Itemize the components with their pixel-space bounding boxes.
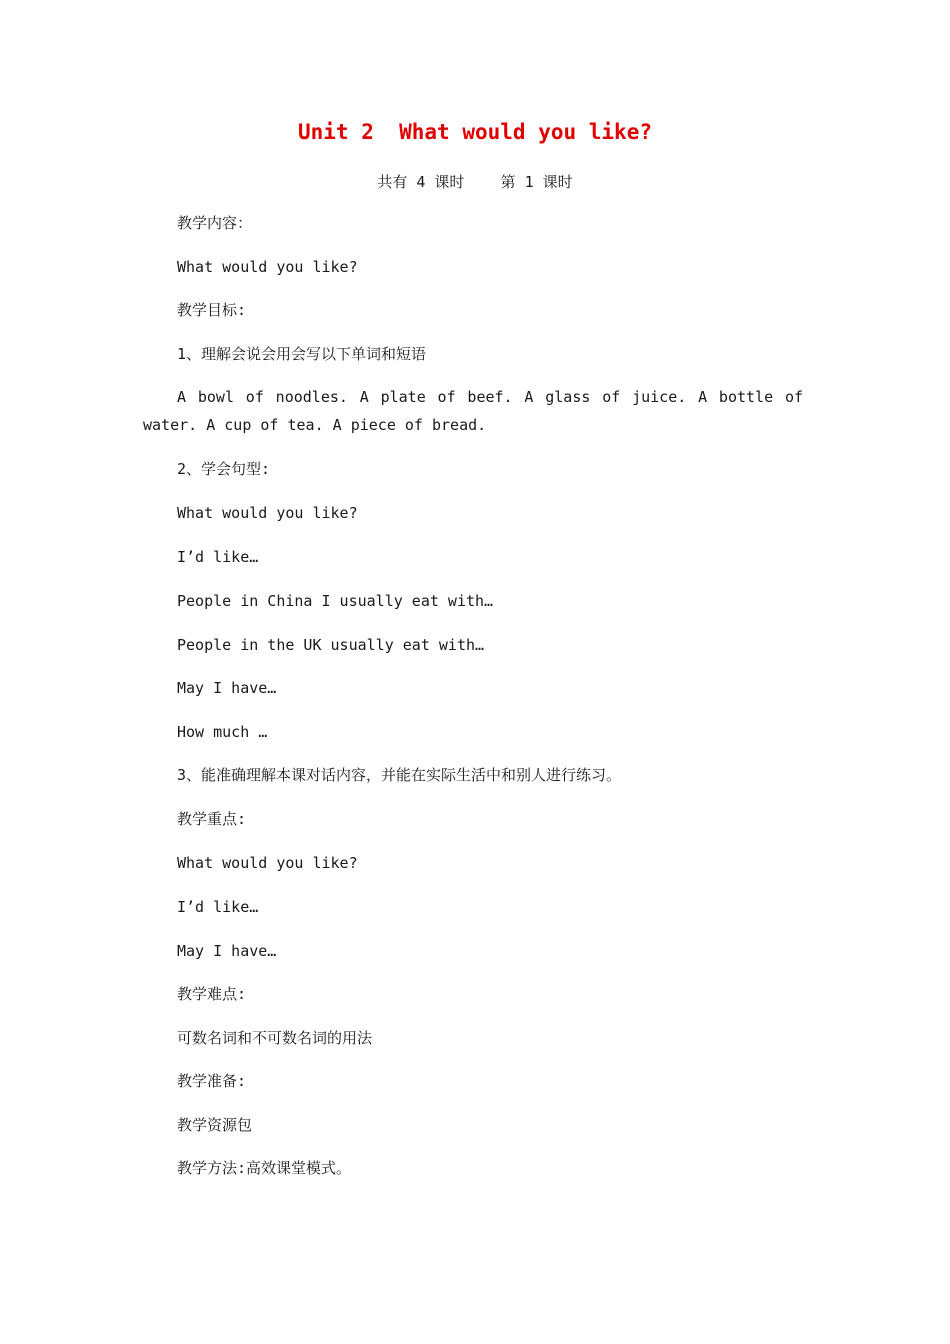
content-text: What would you like? [177,258,358,276]
preparation-text: 教学资源包 [177,1116,253,1134]
document-title: Unit 2 What would you like? [297,120,652,144]
goal-item-2: 2、学会句型: [177,460,271,478]
vocabulary-paragraph: A bowl of noodles. A plate of beef. A glass of juice. A bottle of water. A cup of tea. A piece of bread. [143,388,803,434]
sentence-pattern: People in the UK usually eat with… [177,636,485,654]
section-heading-goals: 教学目标: [177,301,247,319]
goal-item-3: 3、能准确理解本课对话内容，并能在实际生活中和别人进行练习。 [177,766,622,784]
sentence-pattern: May I have… [177,679,277,697]
sentence-pattern: I’d like… [177,548,259,566]
key-point: May I have… [177,942,277,960]
section-heading-key-points: 教学重点: [177,810,247,828]
key-point: What would you like? [177,854,358,872]
key-point: I’d like… [177,898,259,916]
section-heading-content: 教学内容： [177,214,253,232]
section-heading-difficulties: 教学难点: [177,985,247,1003]
difficulty-text: 可数名词和不可数名词的用法 [177,1029,373,1047]
teaching-method: 教学方法:高效课堂模式。 [177,1159,352,1177]
sentence-pattern: What would you like? [177,504,358,522]
lesson-count: 共有 4 课时 第 1 课时 [377,173,573,191]
sentence-pattern: How much … [177,723,268,741]
section-heading-preparation: 教学准备: [177,1072,247,1090]
sentence-pattern: People in China I usually eat with… [177,592,494,610]
goal-item-1: 1、理解会说会用会写以下单词和短语 [177,345,427,363]
